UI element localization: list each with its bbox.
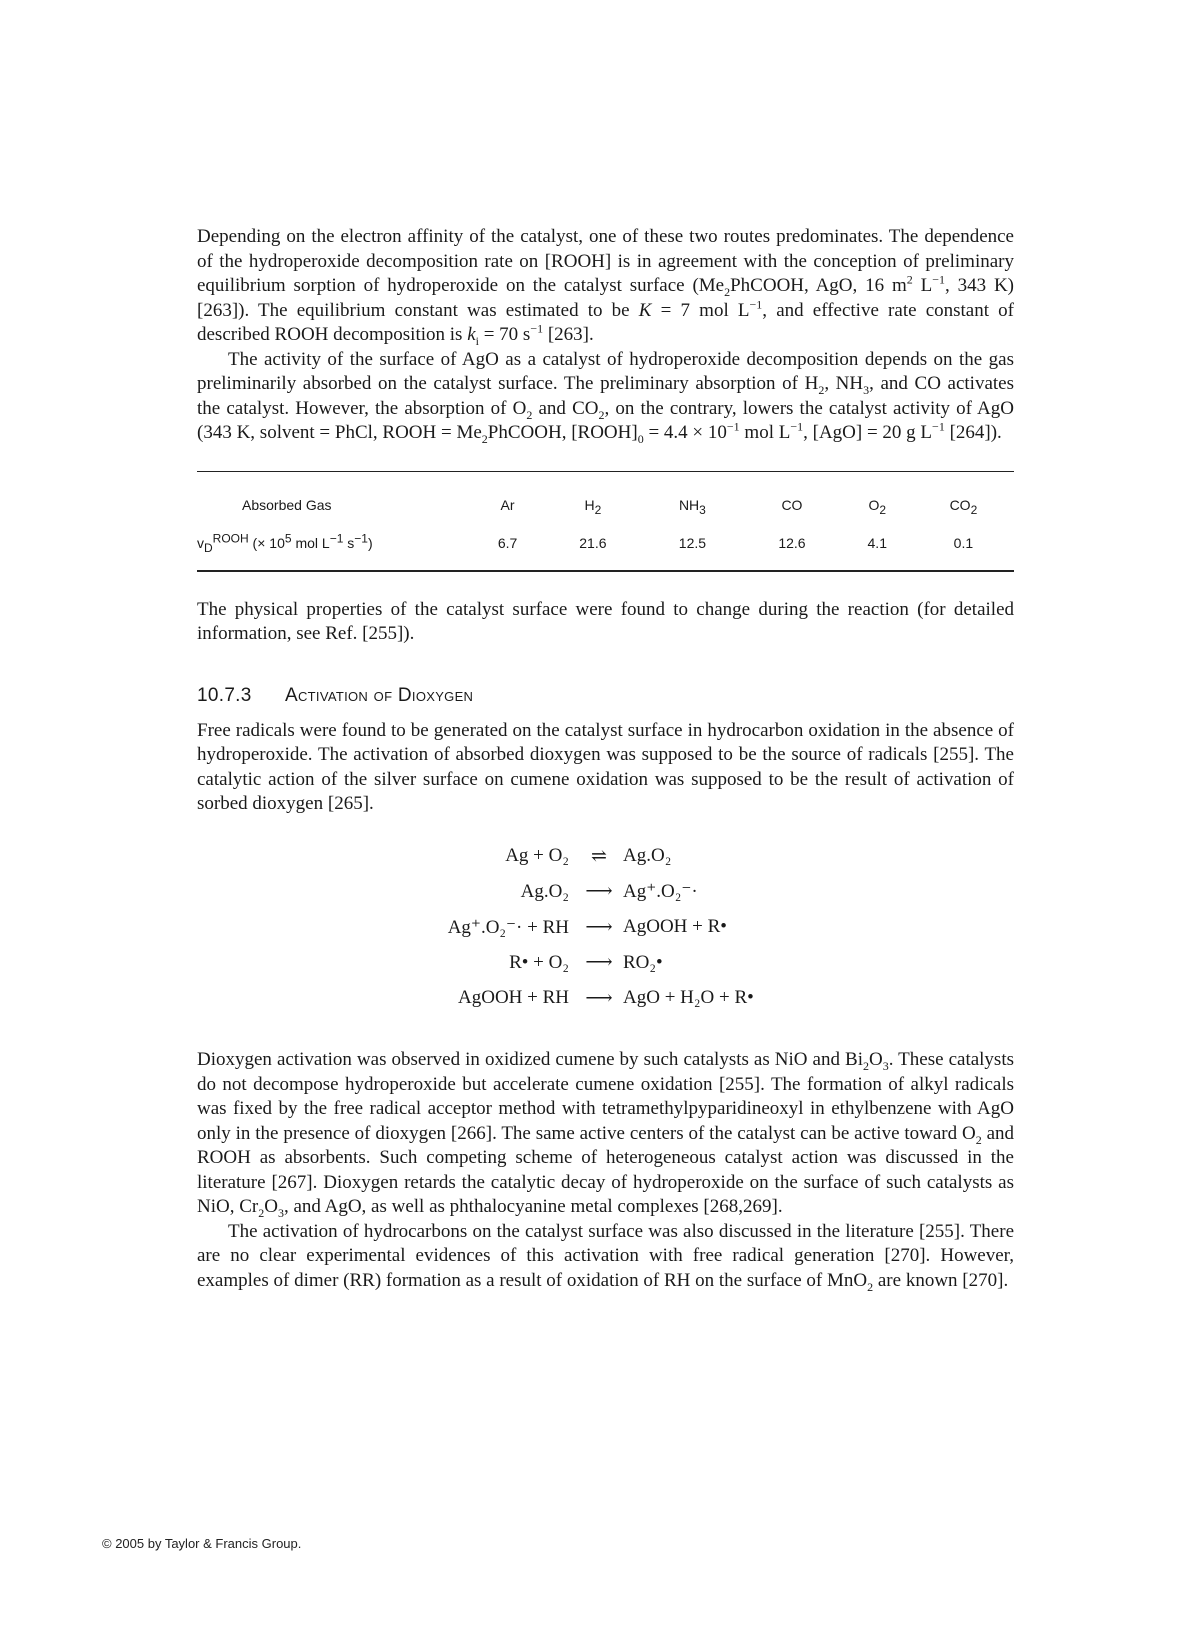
- equation: Ag + O₂ ⇌ Ag.O₂: [505, 845, 672, 867]
- paragraph-1: Depending on the electron affinity of the catalyst, one of these two routes predominates. The dependence of the hydroperoxide decomposition rate on [ROOH] is in agreement with the conception of preliminary equilibrium sorption of hydroperoxide on the catalyst surface ($Me_2PhCOOH$, AgO, 16 $m^2$ $L^{-1}$, 343 K) [263]). The equilibrium constant was estimated to be K = 7 mol $L^{-1}$, and effective rate constant of described ROOH decomposition is $k_i = 70$ $s^{-1}$ [263].: [197, 226, 1014, 348]
- table-cell: 6.7: [497, 534, 518, 551]
- page-content: [197, 225, 1014, 1293]
- table-header-row: [197, 472, 1014, 524]
- table-header-cell: $CO_2$: [949, 496, 978, 517]
- paragraph-4: Free radicals were found to be generated on the catalyst surface in hydrocarbon oxidation in the absence of hydroperoxide. The activation of absorbed dioxygen was supposed to be the source of radicals [255]. The catalytic action of the silver surface on cumene oxidation was supposed to be the result of activation of sorbed dioxygen [265].: [197, 719, 1014, 814]
- section-number: 10.7.3: [197, 684, 252, 706]
- section-title: Activation of Dioxygen: [285, 684, 474, 706]
- table-header-cell: $O_2$: [868, 496, 887, 517]
- section-heading: [197, 685, 1014, 707]
- equation: AgOOH + RH ⟶ AgO + H₂O + R•: [458, 987, 754, 1009]
- table-header-cell: $NH_3$: [678, 496, 706, 517]
- copyright-footer: © 2005 by Taylor & Francis Group.: [102, 1536, 302, 1551]
- absorbed-gas-table: [197, 471, 1014, 572]
- table-header-label: Absorbed Gas: [242, 496, 332, 513]
- table-cell: 12.5: [678, 534, 707, 551]
- table-cell: 0.1: [953, 534, 974, 551]
- table-header-cell: $H_2$: [584, 496, 602, 517]
- equation: Ag⁺.O₂⁻· + RH ⟶ AgOOH + R•: [447, 916, 727, 938]
- paragraph-2: The activity of the surface of AgO as a catalyst of hydroperoxide decomposition depends on the gas preliminarily absorbed on the catalyst surface. The preliminary absorption of $H_2$, $NH_3$, and CO activates the catalyst. However, the absorption of $O_2$ and $CO_2$, on the contrary, lowers the catalyst activity of AgO (343 K, solvent = PhCl, ROOH = $Me_2PhCOOH$, $[ROOH]_0 = 4.4 \times 10^{-1}$ mol $L^{-1}$, [AgO] = 20 g $L^{-1}$ [264]).: [197, 348, 1015, 446]
- reaction-scheme: [197, 839, 1014, 1017]
- paragraph-5: Dioxygen activation was observed in oxidized cumene by such catalysts as NiO and $Bi_2O_3$. These catalysts do not decompose hydroperoxide but accelerate cumene oxidation [255]. The formation of alkyl radicals was fixed by the free radical acceptor method with tetramethylpyparidineoxyl in ethylbenzene with AgO only in the presence of dioxygen [266]. The same active centers of the catalyst can be active toward $O_2$ and ROOH as absorbents. Such competing scheme of heterogeneous catalyst action was discussed in the literature [267]. Dioxygen retards the catalytic decay of hydroperoxide on the surface of such catalysts as NiO, $Cr_2O_3$, and AgO, as well as phthalocyanine metal complexes [268,269].: [197, 1049, 1015, 1220]
- equation: Ag.O₂ ⟶ Ag⁺.O₂⁻·: [520, 880, 698, 903]
- table-header-cell: Ar: [500, 496, 515, 513]
- table-cell: 4.1: [867, 534, 887, 551]
- table-cell: 21.6: [579, 534, 607, 551]
- table-row: [197, 524, 1014, 570]
- table-row-label: $v_D^{ROOH}$ (× $10^5$ mol $L^{-1}$ $s^{-1}$): [197, 530, 373, 555]
- equation: R• + O₂ ⟶ RO₂•: [509, 951, 663, 974]
- paragraph-3: The physical properties of the catalyst surface were found to change during the reaction (for detailed information, see Ref. [255]).: [197, 598, 1014, 644]
- paragraph-6: The activation of hydrocarbons on the catalyst surface was also discussed in the literature [255]. There are no clear experimental evidences of this activation with free radical generation [270]. However, examples of dimer (RR) formation as a result of oxidation of RH on the surface of MnO$_2$ are known [270].: [197, 1220, 1014, 1294]
- table-header-cell: CO: [781, 496, 803, 513]
- table-cell: 12.6: [778, 534, 806, 551]
